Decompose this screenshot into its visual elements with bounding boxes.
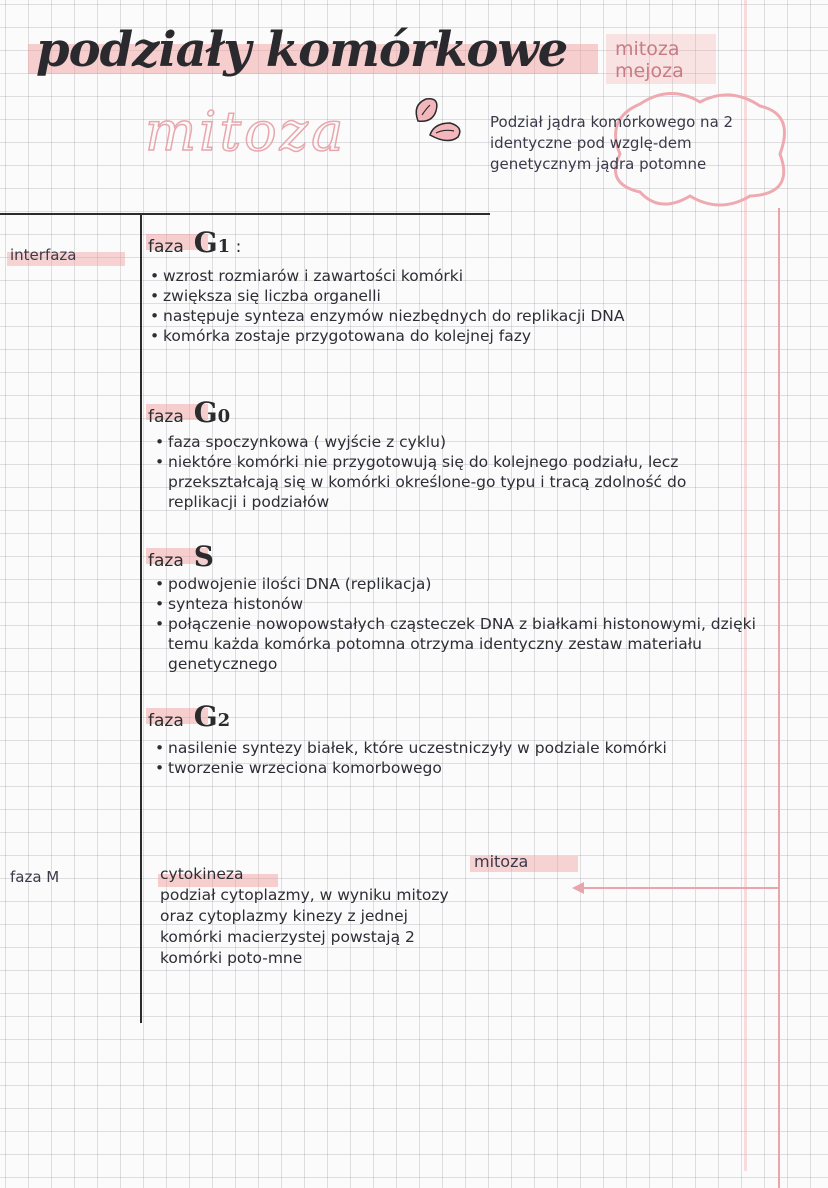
phase-prefix: faza — [148, 551, 184, 571]
phase-symbol: G — [193, 700, 218, 733]
phase-g1-list — [150, 266, 750, 346]
seeds-doodle — [408, 93, 468, 148]
label-faza-m: faza M — [10, 868, 60, 886]
list-item: • podwojenie ilości DNA (replikacja) — [155, 574, 755, 594]
cycle-arrow-line — [778, 208, 780, 1188]
table-vertical-line — [140, 213, 142, 1023]
arrow-left-icon — [570, 880, 782, 896]
phase-subscript: 2 — [217, 710, 231, 731]
phase-title-g1 — [148, 226, 241, 259]
list-item: • faza spoczynkowa ( wyjście z cyklu) — [155, 432, 755, 452]
section-heading: mitoza — [145, 100, 347, 163]
list-item: • tworzenie wrzeciona komorbowego — [155, 758, 755, 778]
list-item: • zwiększa się liczba organelli — [150, 286, 750, 306]
phase-prefix: faza — [148, 711, 184, 731]
tags — [615, 38, 684, 82]
phase-symbol: G — [193, 396, 218, 429]
phase-prefix: faza — [148, 407, 184, 427]
cytokinesis-block — [160, 864, 450, 969]
list-item: • następuje synteza enzymów niezbędnych do replikacji DNA — [150, 306, 753, 326]
list-item: • niektóre komórki nie przygotowują się do kolejnego podziału, lecz przekształcają się w komórki określone-go typu i tracą zdolność do replikacji i podziałów — [155, 452, 758, 512]
list-item: • synteza histonów — [155, 594, 755, 614]
phase-s-list — [155, 574, 755, 674]
cytokinesis-text: podział cytoplazmy, w wyniku mitozy oraz cytoplazmy kinezy z jednej komórki macierzystej powstają 2 komórki poto-mne — [160, 886, 449, 967]
phase-prefix: faza — [148, 237, 184, 257]
tag-mitoza: mitoza — [615, 38, 680, 60]
phase-g2-list — [155, 738, 755, 778]
list-item: • wzrost rozmiarów i zawartości komórki — [150, 266, 750, 286]
phase-symbol: G — [193, 226, 218, 259]
phase-suffix: : — [235, 237, 242, 257]
list-item: • połączenie nowopowstałych cząsteczek DNA z białkami histonowymi, dzięki temu każda komórka potomna otrzyma identyczny zestaw materiału genetycznego — [155, 614, 758, 674]
phase-title-g2 — [148, 700, 230, 733]
label-interfaza-text: interfaza — [10, 246, 77, 264]
table-header-line — [0, 213, 490, 215]
list-item: • komórka zostaje przygotowana do kolejnej fazy — [150, 326, 750, 346]
phase-title-s — [148, 540, 214, 573]
cytokinesis-title-text: cytokineza — [160, 865, 244, 883]
mitoza-label-text: mitoza — [474, 852, 529, 871]
phase-title-g0 — [148, 396, 230, 429]
phase-subscript: 0 — [217, 406, 231, 427]
phase-symbol: S — [193, 540, 214, 573]
phase-g0-list — [155, 432, 755, 512]
phase-subscript: 1 — [217, 236, 231, 257]
page-title: podziały komórkowe — [36, 22, 568, 78]
cytokinesis-title — [160, 864, 244, 885]
definition-text: Podział jądra komórkowego na 2 identyczne pod wzglę-dem genetycznym jądra potomne — [490, 113, 734, 173]
label-interfaza — [10, 246, 77, 264]
list-item: • nasilenie syntezy białek, które uczestniczyły w podziale komórki — [155, 738, 728, 758]
mitoza-label — [474, 852, 528, 871]
tag-mejoza: mejoza — [615, 60, 684, 82]
